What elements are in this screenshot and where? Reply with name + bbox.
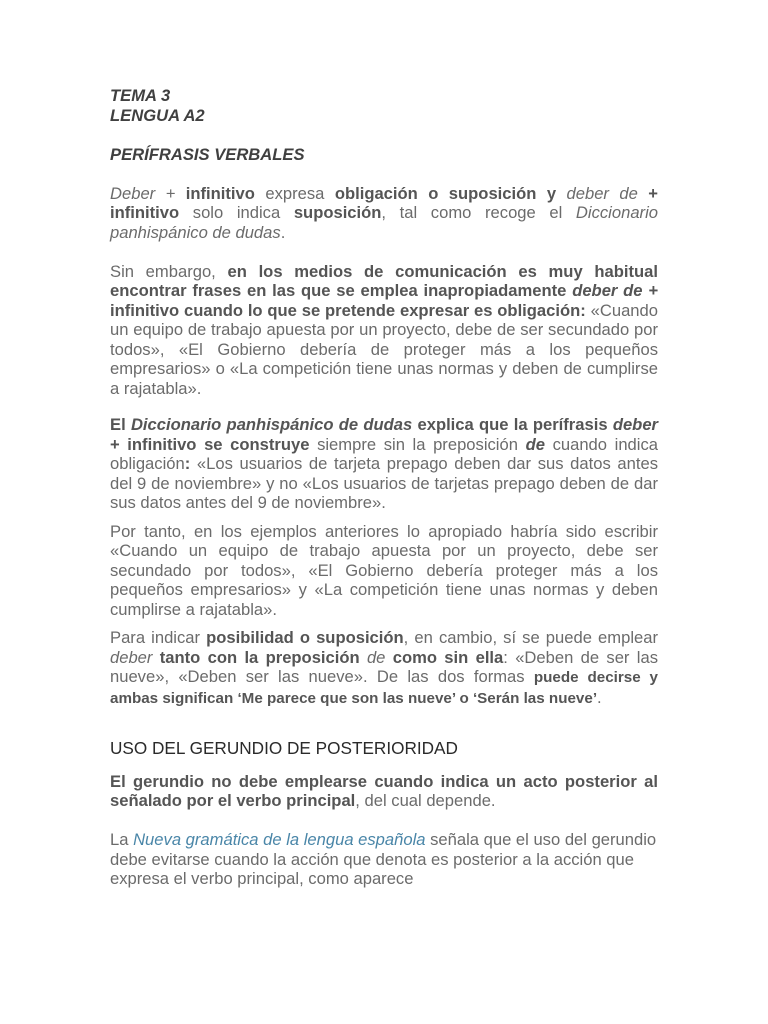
p7-s3: señala que el uso del gerundio debe evitarse cuando la acción que denota es posterior a la acción que expresa el verbo principal, como aparece (110, 830, 657, 888)
link-nueva-gramatica[interactable]: Nueva gramática de la lengua española (133, 830, 426, 849)
p3-s3: explica que la perífrasis (412, 415, 613, 434)
p3-s7: de (525, 434, 545, 454)
p1-s3: expresa (254, 183, 335, 203)
p2-s2: en los medios de comunicación es muy habitual encontrar frases en las que se emplea inapropiadamente (110, 261, 658, 300)
p4-s1: Por tanto, en los ejemplos anteriores lo apropiado habría sido escribir «Cuando un equipo de trabajo apuesta por un proyecto, debe ser secundado por todos», «El Gobierno debería proteger más a los pequeños empresarios» y «La competición tiene unas normas y deben cumplirse a rajatabla». (110, 521, 658, 619)
topic-title: PERÍFRASIS VERBALES (110, 144, 305, 164)
p2-s3: deber de + (572, 281, 658, 300)
p1-s5: deber de (556, 183, 638, 203)
p7-s1: La (110, 830, 134, 849)
p2-s4: infinitivo cuando lo que se pretende expresar es obligación: (110, 300, 586, 320)
paragraph-3 (110, 415, 658, 513)
p5-s9: puede decirse y ambas significan ‘Me parece que son las nueve’ o ‘Serán las nueve’ (110, 669, 658, 707)
p3-s6: siempre sin la preposición (309, 434, 526, 454)
p3-s1: El (110, 415, 131, 434)
p5-s5: tanto con la preposición (152, 647, 367, 667)
p3-s5: + infinitivo se construye (110, 434, 310, 454)
tema-label: TEMA 3 (110, 86, 171, 105)
p3-s8: cuando indica obligación (110, 434, 658, 473)
p6-s1: El gerundio no debe emplearse cuando indica un acto posterior al señalado por el verbo principal (110, 771, 658, 810)
paragraph-5 (110, 628, 658, 708)
p1-s1: Deber + (110, 183, 176, 203)
paragraph-4 (110, 522, 658, 620)
paragraph-2 (110, 262, 658, 399)
p1-s4: obligación o suposición y (334, 183, 557, 203)
p1-s8: solo indica (179, 203, 294, 222)
document-content (110, 86, 658, 889)
p3-s9: : (184, 454, 191, 473)
p5-s8: : «Deben de ser las nueve», «Deben ser las nueve». De las dos formas (110, 647, 658, 686)
p1-s9: suposición (293, 203, 382, 222)
p5-s1: Para indicar (110, 628, 207, 647)
p6-s2: , del cual depende. (355, 791, 496, 810)
p2-s5: «Cuando un equipo de trabajo apuesta por un proyecto, debe de ser secundado por todos», «El Gobierno debería de proteger más a los pequeños empresarios» o «La competición tiene unas normas y deben de cumplirse a rajatabla». (110, 300, 658, 398)
p5-s3: , en cambio, sí se puede emplear (403, 628, 659, 647)
p3-s4: deber (612, 415, 658, 434)
p5-s2: posibilidad o suposición (206, 628, 404, 647)
paragraph-6 (110, 772, 658, 811)
p1-s6: + (637, 183, 658, 203)
paragraph-7 (110, 830, 658, 889)
p2-s1: Sin embargo, (110, 261, 228, 281)
p1-s10: , tal como recoge el (381, 203, 576, 222)
section-title-gerundio: USO DEL GERUNDIO DE POSTERIORIDAD (110, 738, 458, 758)
p1-s7: infinitivo (110, 203, 180, 222)
p1-s11: Diccionario panhispánico de dudas (110, 203, 658, 242)
p1-s2: infinitivo (175, 183, 255, 203)
p5-s4: deber (110, 647, 153, 667)
p3-s2: Diccionario panhispánico de dudas (130, 415, 413, 434)
paragraph-1 (110, 184, 658, 243)
p1-s12: . (280, 222, 286, 242)
p3-s10: «Los usuarios de tarjeta prepago deben dar sus datos antes del 9 de noviembre» y no «Los usuarios de tarjetas prepago deben de dar sus datos antes del 9 de noviembre». (110, 454, 658, 512)
p5-s6: de (366, 647, 386, 667)
p5-s10: . (597, 687, 602, 707)
lengua-label: LENGUA A2 (110, 105, 205, 125)
p5-s7: como sin ella (385, 647, 504, 667)
